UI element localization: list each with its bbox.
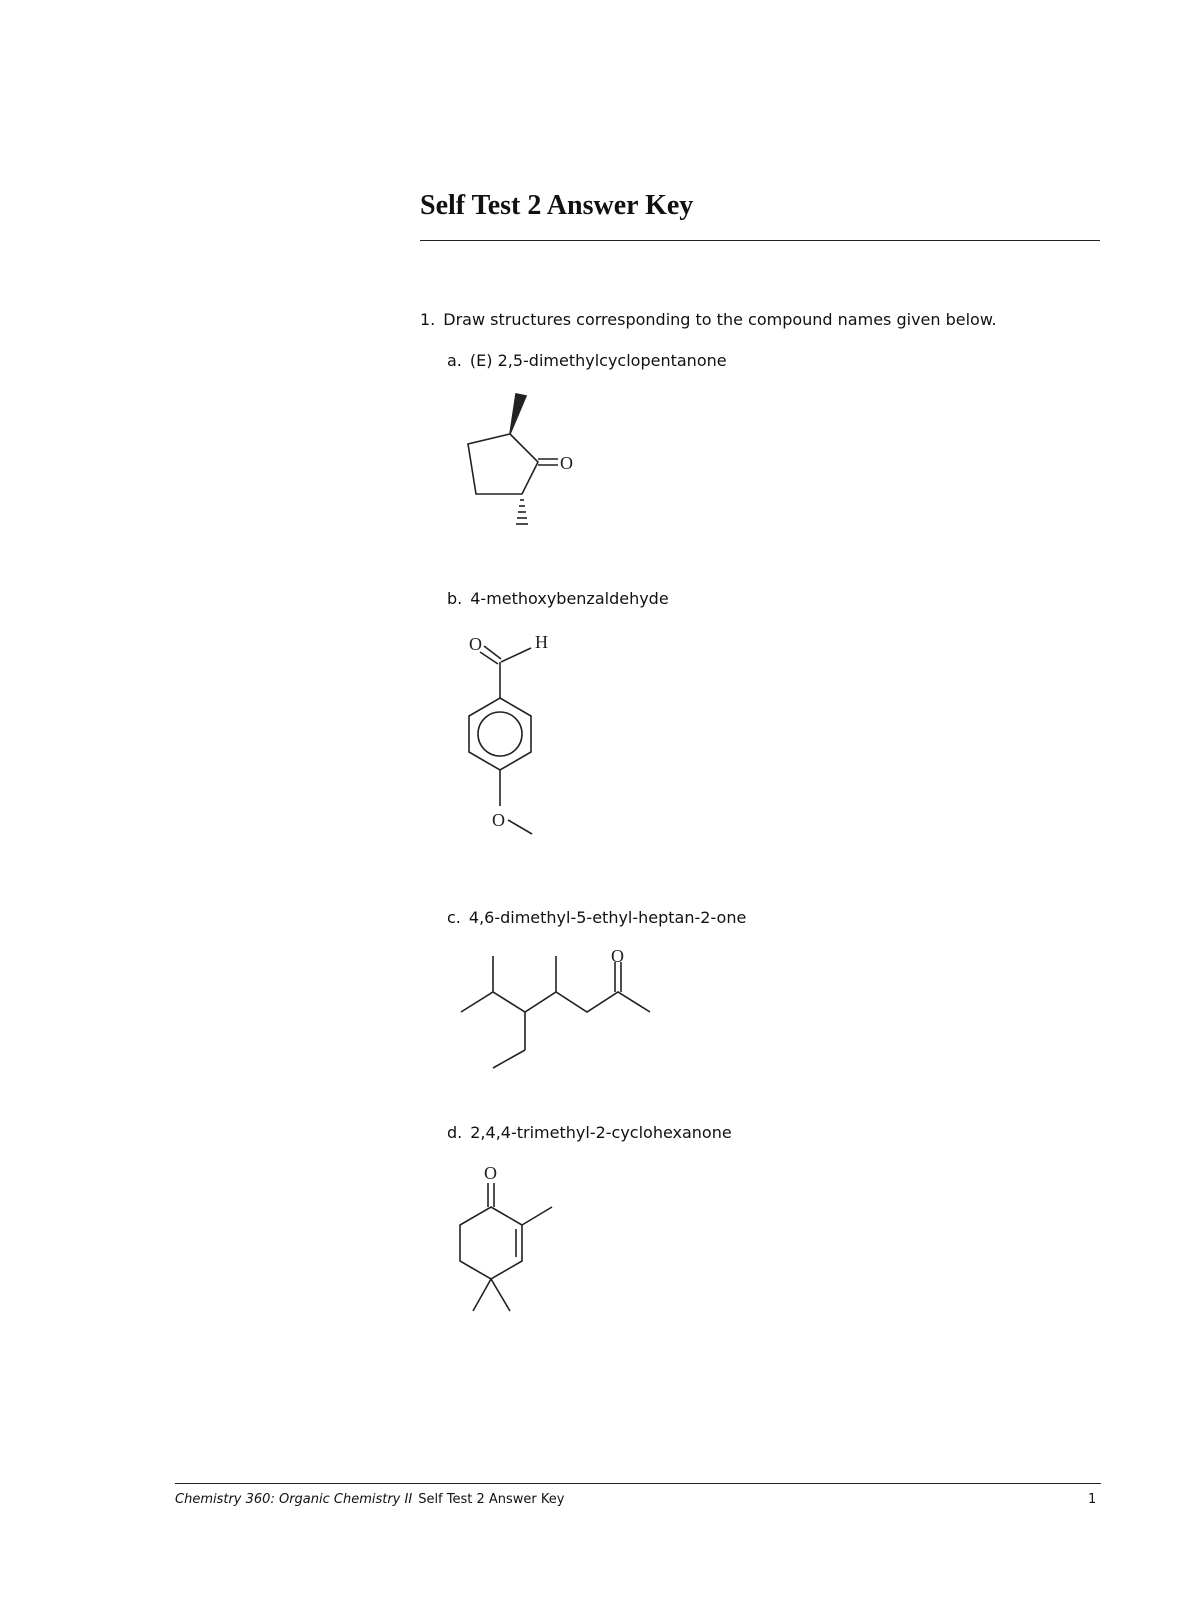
structure-b bbox=[440, 630, 580, 850]
question-text: Draw structures corresponding to the compound names given below. bbox=[443, 310, 997, 329]
structure-d bbox=[440, 1155, 580, 1345]
hydrogen-label: H bbox=[535, 632, 548, 652]
item-e-label: (E) bbox=[469, 351, 493, 370]
aldehyde-oxygen-label: O bbox=[469, 634, 482, 654]
structure-a bbox=[440, 390, 600, 550]
item-b bbox=[447, 589, 669, 608]
structure-c bbox=[460, 940, 670, 1080]
carbon-chain bbox=[461, 992, 650, 1012]
ether-oxygen-label: O bbox=[492, 810, 505, 830]
question-1 bbox=[420, 310, 997, 329]
footer-divider bbox=[175, 1483, 1101, 1484]
hash-bond bbox=[516, 500, 528, 524]
item-c bbox=[447, 908, 746, 927]
methyl-bond bbox=[508, 820, 532, 834]
item-a bbox=[447, 351, 727, 370]
item-name: 4,6-dimethyl-5-ethyl-heptan-2-one bbox=[468, 908, 747, 927]
question-number: 1. bbox=[420, 310, 436, 329]
cyclohexene-ring bbox=[460, 1207, 522, 1279]
methyl-c2 bbox=[522, 1207, 552, 1225]
page-number: 1 bbox=[1088, 1492, 1097, 1507]
aromatic-circle bbox=[478, 712, 522, 756]
aldehyde-h-bond bbox=[501, 648, 531, 662]
cyclopentane-ring bbox=[468, 434, 538, 494]
item-name: 2,4,4-trimethyl-2-cyclohexanone bbox=[470, 1123, 732, 1142]
item-letter: c. bbox=[447, 908, 461, 927]
title-divider bbox=[420, 240, 1100, 241]
oxygen-label: O bbox=[484, 1163, 497, 1183]
item-letter: d. bbox=[447, 1123, 463, 1142]
footer bbox=[175, 1492, 564, 1507]
item-name: 2,5-dimethylcyclopentanone bbox=[497, 351, 727, 370]
methyl-c4-b bbox=[491, 1279, 510, 1311]
item-letter: b. bbox=[447, 589, 463, 608]
footer-course: Chemistry 360: Organic Chemistry II bbox=[175, 1492, 413, 1507]
wedge-bond bbox=[510, 394, 526, 434]
item-d bbox=[447, 1123, 732, 1142]
oxygen-label: O bbox=[560, 453, 573, 473]
item-letter: a. bbox=[447, 351, 462, 370]
methyl-c4-a bbox=[473, 1279, 491, 1311]
oxygen-label: O bbox=[611, 946, 624, 966]
item-name: 4-methoxybenzaldehyde bbox=[470, 589, 669, 608]
ethyl-bond-2 bbox=[493, 1050, 525, 1068]
footer-doc-title: Self Test 2 Answer Key bbox=[418, 1492, 565, 1507]
page-title: Self Test 2 Answer Key bbox=[420, 190, 694, 221]
